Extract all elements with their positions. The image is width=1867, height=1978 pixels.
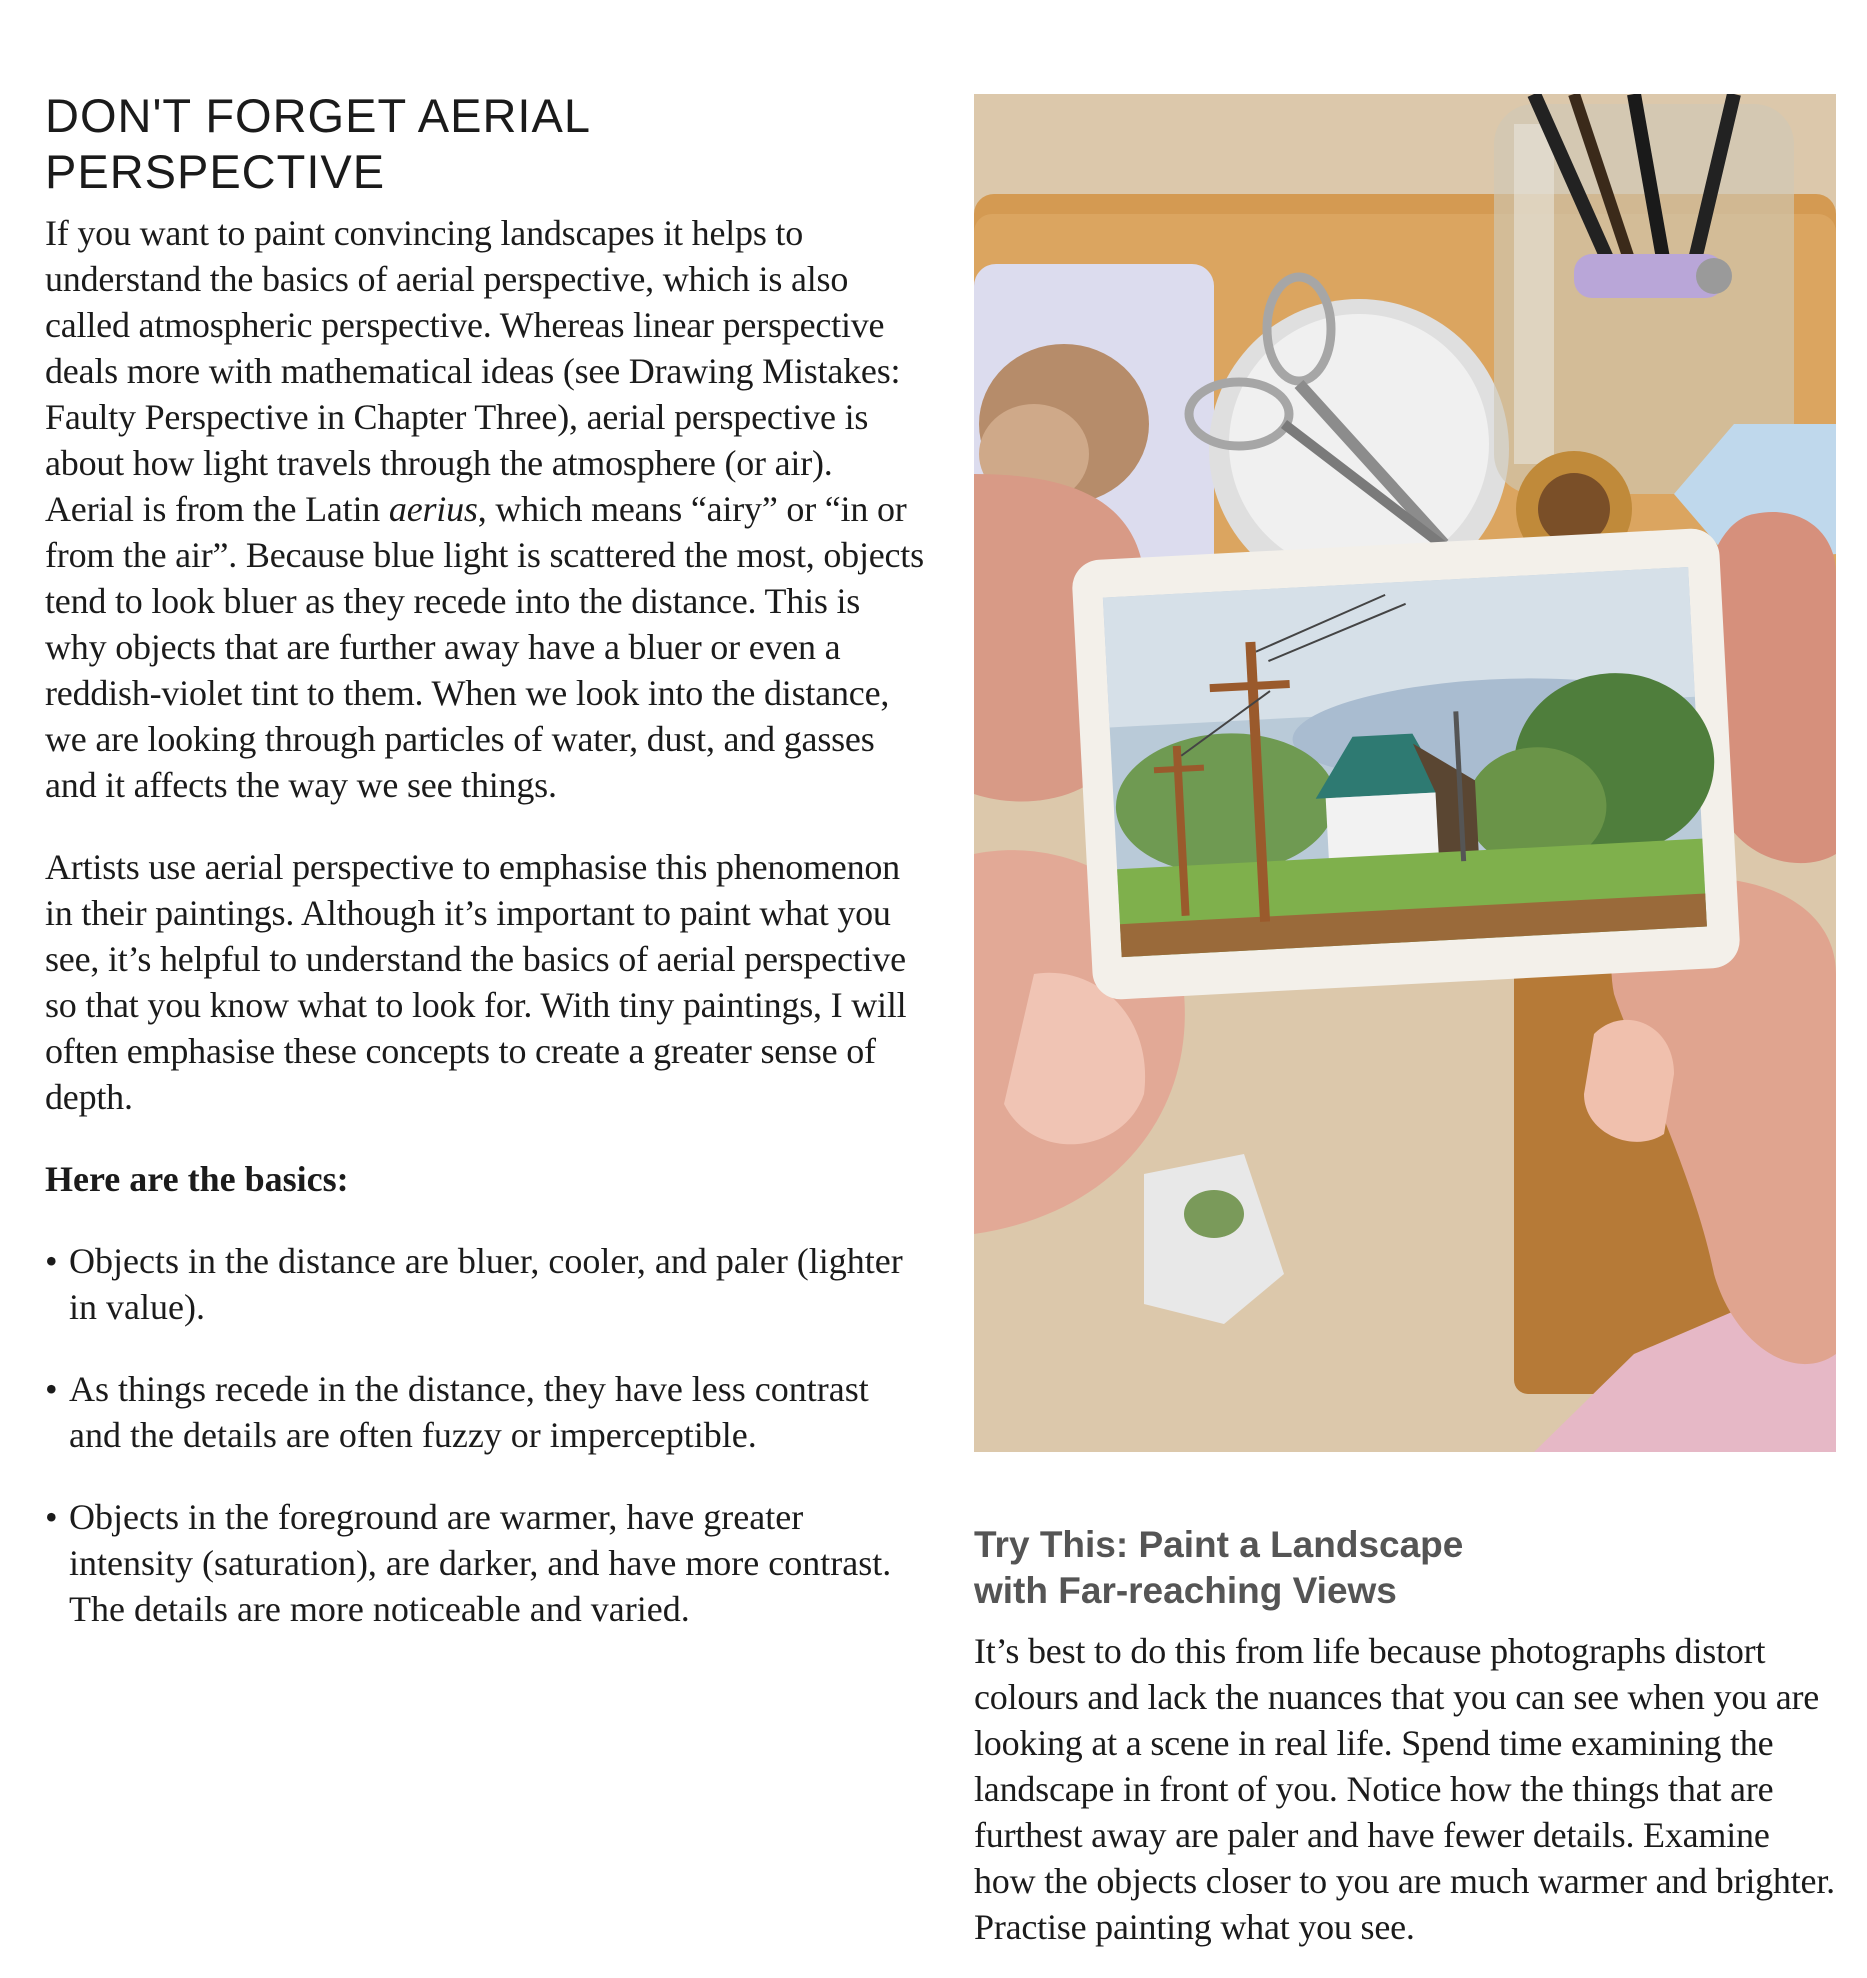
list-item: [45, 1366, 925, 1458]
mini-landscape-painting: [1071, 527, 1741, 1000]
try-this-paragraph: It’s best to do this from life because photographs distort colours and lack the nuances that you can see when you are looking at a scene in real life. Spend time examining the landscape in front of you. Notice how the things that are furthest away are paler and have fewer details. Examine how the objects closer to you are much warmer and brighter. Practise painting what you see.: [974, 1631, 1835, 1947]
try-this-title-line-2: with Far-reaching Views: [974, 1570, 1397, 1611]
latin-term: aerius: [388, 489, 478, 529]
list-item-text: Objects in the distance are bluer, cooler, and paler (lighter in value).: [69, 1241, 903, 1327]
left-column: [45, 88, 925, 1668]
section-heading: DON'T FORGET AERIAL PERSPECTIVE: [45, 89, 590, 198]
list-item-text: Objects in the foreground are warmer, have greater intensity (saturation), are darker, and have more contrast. The details are more noticeable and varied.: [69, 1497, 892, 1629]
photo-hand-holding-mini-painting: [974, 94, 1836, 1452]
intro-text-end: , which means “airy” or “in or from the air”. Because blue light is scattered the most, objects tend to look bluer as they recede into the distance. This is why objects that are further away have a bluer or even a reddish-violet tint to them. When we look into the distance, we are looking through particles of water, dust, and gasses and it affects the way we see things.: [45, 489, 924, 805]
try-this-title-line-1: Try This: Paint a Landscape: [974, 1524, 1464, 1565]
bullet-icon: •: [45, 1241, 58, 1281]
bullet-icon: •: [45, 1497, 58, 1537]
photo-illustration: [974, 94, 1836, 1452]
intro-text-start: If you want to paint convincing landscapes it helps to understand the basics of aerial perspective, which is also called atmospheric perspective. Whereas linear perspective deals more with mathematical ideas (see Drawing Mistakes: Faulty Perspective in Chapter Three), aerial perspective is about how light travels through the atmosphere (or air). Aerial is from the Latin: [45, 213, 901, 529]
list-item-text: As things recede in the distance, they have less contrast and the details are often fuzzy or imperceptible.: [69, 1369, 869, 1455]
intro-paragraph: [45, 210, 925, 808]
second-paragraph: Artists use aerial perspective to emphasise this phenomenon in their paintings. Although it’s important to paint what you see, it’s helpful to understand the basics of aerial perspective so that you know what to look for. With tiny paintings, I will often emphasise these concepts to create a greater sense of depth.: [45, 847, 907, 1117]
list-item: [45, 1494, 925, 1632]
basics-label: Here are the basics:: [45, 1159, 349, 1199]
try-this-title: [974, 1522, 1836, 1614]
basics-list: [45, 1238, 925, 1632]
right-column: [974, 1522, 1836, 1950]
list-item: [45, 1238, 925, 1330]
bullet-icon: •: [45, 1369, 58, 1409]
